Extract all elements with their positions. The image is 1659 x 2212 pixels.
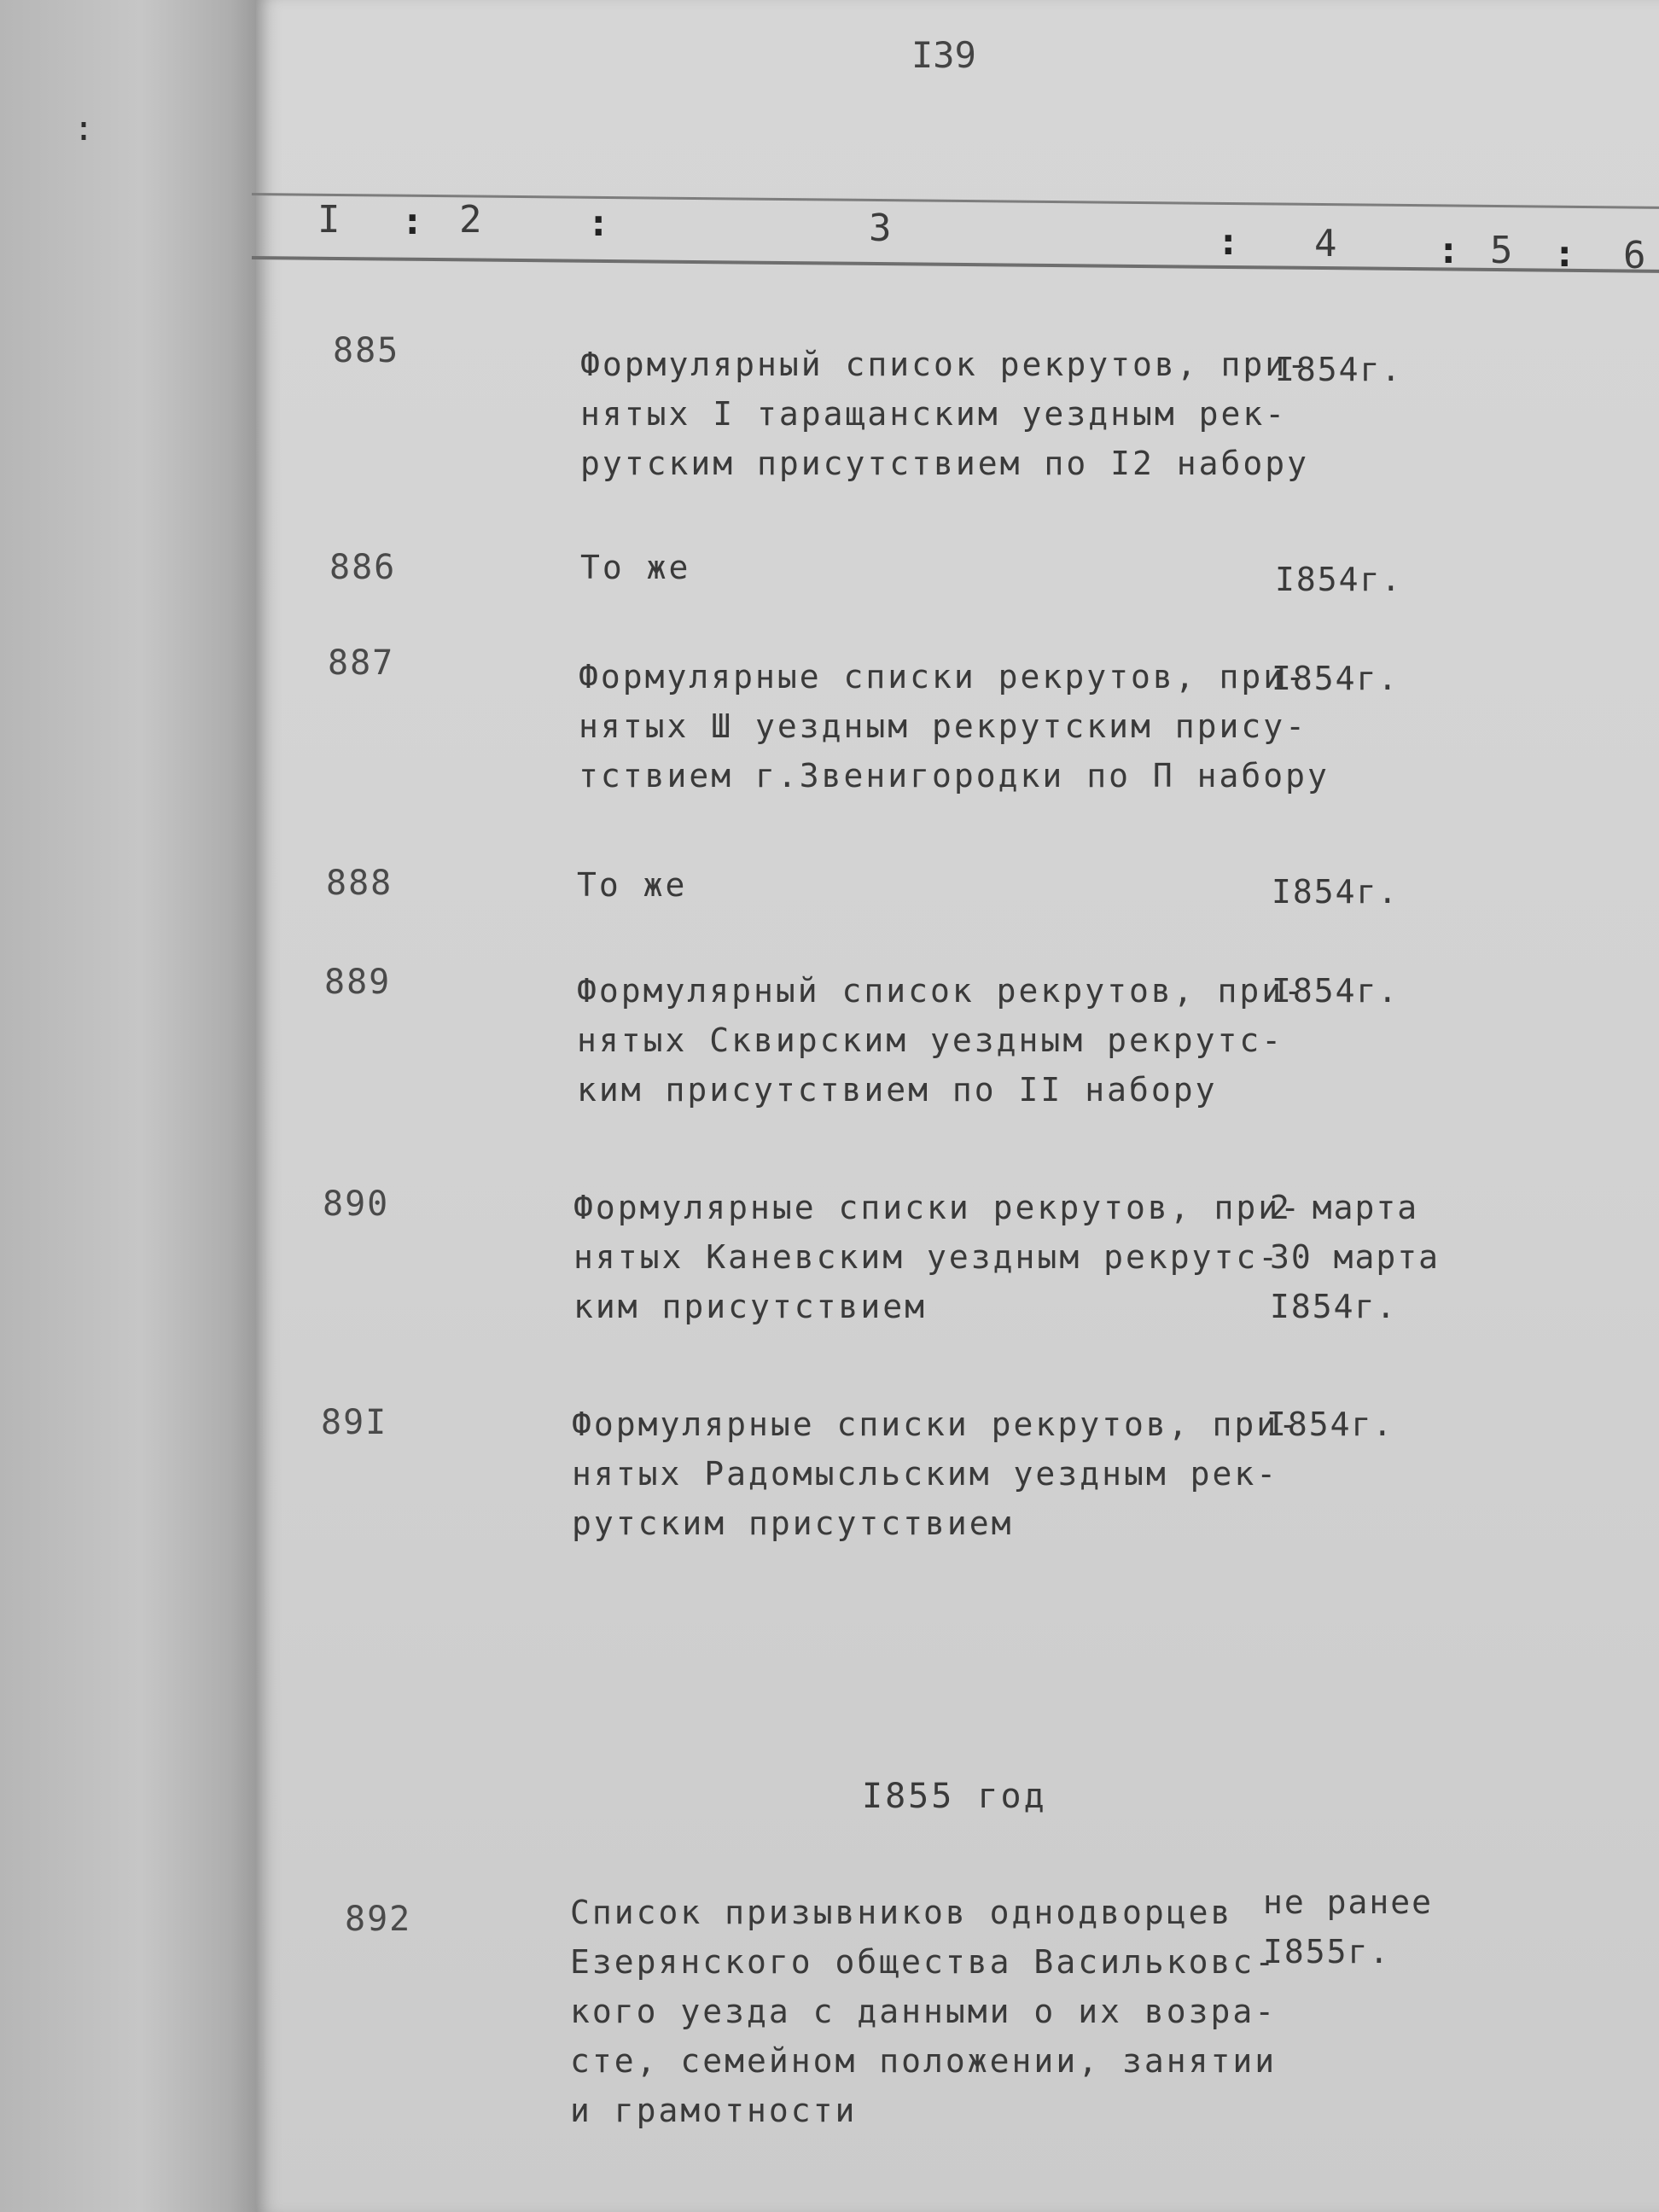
- entry-date: [1275, 345, 1402, 394]
- entry-description: [577, 966, 1306, 1115]
- entry-date: [1272, 966, 1399, 1016]
- column-separator: :: [1437, 229, 1460, 272]
- entry-date: [1266, 1400, 1394, 1449]
- entry-description: [579, 652, 1330, 800]
- description-line: нятых Каневским уездным рекрутс-: [573, 1238, 1281, 1276]
- description-line: тствием г.Звенигородки по П набору: [579, 757, 1330, 795]
- column-header-6: 6: [1623, 234, 1646, 277]
- date-line: I854г.: [1266, 1406, 1394, 1443]
- column-header-1: I: [317, 198, 341, 242]
- entry-date: [1272, 867, 1399, 917]
- entry-date: [1275, 555, 1402, 604]
- description-line: нятых Сквирским уездным рекрутс-: [577, 1022, 1284, 1059]
- section-title: I855 год: [862, 1777, 1047, 1816]
- date-line: 2 марта: [1270, 1189, 1419, 1226]
- column-header-4: 4: [1314, 222, 1337, 265]
- date-line: I854г.: [1275, 561, 1403, 598]
- description-line: Езерянского общества Васильковс-: [570, 1943, 1278, 1981]
- entry-number: 89I: [321, 1403, 388, 1442]
- date-line: 30 марта: [1270, 1238, 1441, 1276]
- left-page-edge: [0, 0, 256, 2212]
- entry-number: 890: [323, 1185, 390, 1224]
- description-line: нятых Радомысльским уездным рек-: [572, 1455, 1279, 1493]
- date-line: I854г.: [1272, 873, 1400, 911]
- margin-colon: :: [73, 109, 95, 148]
- date-line: I854г.: [1270, 1288, 1398, 1325]
- date-line: не ранее: [1263, 1883, 1434, 1921]
- date-line: I854г.: [1272, 972, 1400, 1010]
- entry-number: 887: [328, 643, 395, 683]
- entry-number: 885: [333, 331, 400, 370]
- entry-description: [580, 543, 690, 592]
- description-line: То же: [580, 549, 691, 586]
- description-line: кого уезда с данными о их возра-: [570, 1993, 1278, 2030]
- entry-date: [1263, 1877, 1433, 1976]
- entry-description: [577, 860, 687, 910]
- entry-date: [1270, 1183, 1440, 1331]
- entry-number: 886: [329, 548, 397, 587]
- description-line: Формулярные списки рекрутов, при-: [573, 1189, 1302, 1226]
- column-header-5: 5: [1490, 229, 1513, 272]
- description-line: и грамотности: [570, 2092, 858, 2129]
- description-line: Список призывников однодворцев: [570, 1894, 1233, 1931]
- entry-date: [1272, 654, 1399, 703]
- entry-description: [573, 1183, 1302, 1331]
- entry-description: [570, 1888, 1277, 2135]
- description-line: ким присутствием: [573, 1288, 928, 1325]
- date-line: I854г.: [1275, 351, 1403, 388]
- entry-description: [580, 340, 1309, 488]
- description-line: нятых Ш уездным рекрутским прису-: [579, 707, 1307, 745]
- page-number: I39: [911, 34, 976, 76]
- column-separator: :: [401, 200, 424, 243]
- description-line: сте, семейном положении, занятии: [570, 2042, 1278, 2080]
- description-line: рутским присутствием: [572, 1505, 1014, 1542]
- column-separator: :: [1553, 232, 1576, 276]
- description-line: ким присутствием по II набору: [577, 1071, 1218, 1109]
- description-line: Формулярный список рекрутов, при-: [580, 346, 1309, 383]
- date-line: I854г.: [1272, 660, 1400, 697]
- column-separator: :: [587, 201, 610, 245]
- description-line: Формулярный список рекрутов, при-: [577, 972, 1306, 1010]
- entry-number: 889: [324, 963, 392, 1002]
- date-line: I855г.: [1263, 1933, 1391, 1970]
- entry-number: 892: [345, 1900, 412, 1939]
- description-line: Формулярные списки рекрутов, при-: [579, 658, 1307, 696]
- entry-description: [572, 1400, 1301, 1548]
- description-line: нятых I таращанским уездным рек-: [580, 395, 1288, 433]
- entry-number: 888: [326, 864, 393, 903]
- description-line: То же: [577, 866, 688, 904]
- description-line: Формулярные списки рекрутов, при-: [572, 1406, 1301, 1443]
- column-header-2: 2: [459, 198, 482, 242]
- description-line: рутским присутствием по I2 набору: [580, 445, 1309, 482]
- column-separator: :: [1217, 220, 1240, 264]
- column-header-3: 3: [869, 207, 892, 250]
